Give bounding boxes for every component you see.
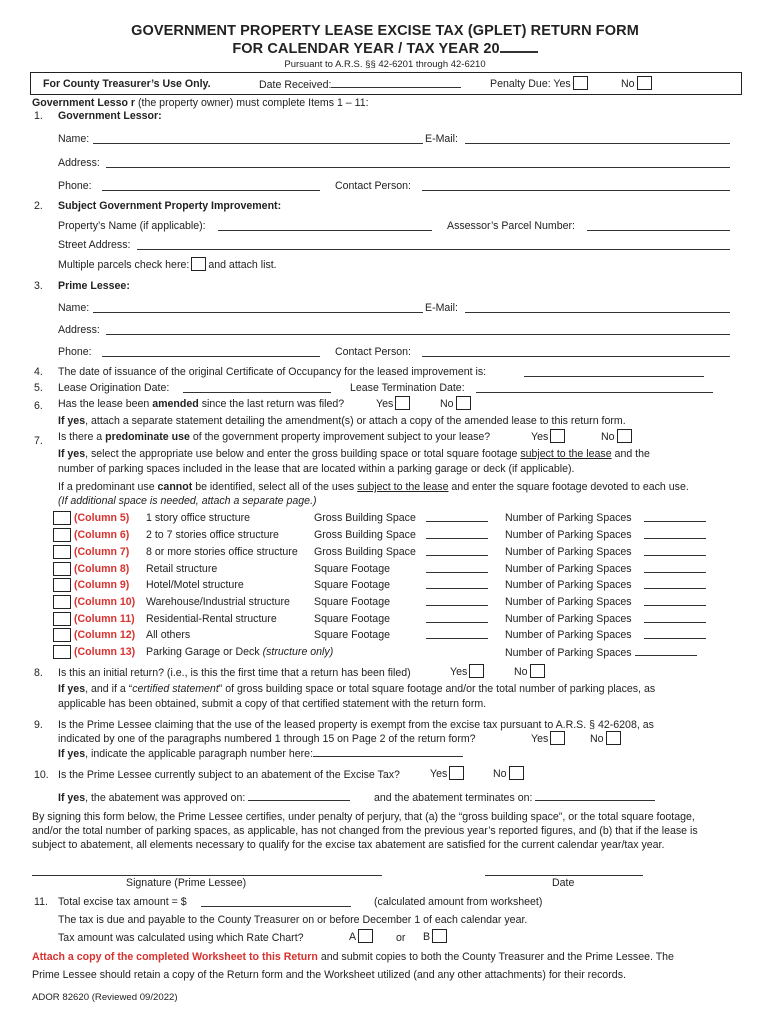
- column-label: (Column 12): [74, 629, 136, 641]
- item10-yes-checkbox[interactable]: [449, 766, 464, 780]
- column-measure-field[interactable]: [426, 629, 488, 639]
- rate-chart-b-label: B: [423, 931, 431, 943]
- item6-ifyes: If yes: [58, 415, 86, 427]
- lessee-contact-label: Contact Person:: [335, 346, 411, 358]
- lessor-phone-label: Phone:: [58, 180, 92, 192]
- property-name-label: Property’s Name (if applicable):: [58, 220, 206, 232]
- column-13-parking-label: Number of Parking Spaces: [505, 647, 632, 659]
- item6-amended: amended: [152, 398, 199, 410]
- column-checkbox[interactable]: [53, 595, 71, 609]
- abatement-approved-field[interactable]: [248, 791, 350, 801]
- column-measure-field[interactable]: [426, 529, 488, 539]
- item7-cannot-post: and enter the square footage devoted to each use.: [448, 481, 689, 493]
- date-received-text: Date Received:: [259, 79, 332, 91]
- column-row: [0, 579, 770, 593]
- column-parking-label: Number of Parking Spaces: [505, 596, 632, 608]
- item6-pre: Has the lease been: [58, 398, 153, 410]
- item7-ifyes: If yes: [58, 448, 86, 460]
- item8-ifyes: If yes: [58, 683, 86, 695]
- certificate-date-field[interactable]: [524, 367, 704, 377]
- column-parking-label: Number of Parking Spaces: [505, 563, 632, 575]
- certification-line1: By signing this form below, the Prime Lessee certifies, under penalty of perjury, that (a) the “gross building space”, or the total square footage,: [32, 811, 695, 823]
- lessee-email-label: E-Mail:: [425, 302, 458, 314]
- lessee-name-field[interactable]: [93, 303, 423, 313]
- column-13-desc-text: Parking Garage or Deck: [146, 646, 263, 658]
- lessor-word: Government Lesso r: [32, 97, 136, 109]
- column-description: 8 or more stories office structure: [146, 546, 298, 558]
- item8-no-group: [514, 664, 547, 678]
- abatement-terminates-field[interactable]: [535, 791, 655, 801]
- column-checkbox[interactable]: [53, 612, 71, 626]
- lessee-contact-field[interactable]: [422, 347, 730, 357]
- item10-yes-label: Yes: [430, 768, 448, 780]
- item2-number: 2.: [34, 200, 43, 212]
- item8-yes-label: Yes: [450, 666, 468, 678]
- column-row: [0, 629, 770, 643]
- property-name-field[interactable]: [218, 221, 432, 231]
- column-measure-label: Square Footage: [314, 613, 390, 625]
- item6-ifyes-rest: , attach a separate statement detailing the amendment(s) or attach a copy of the amended lease to this return form.: [85, 415, 626, 427]
- column-label: (Column 7): [74, 546, 130, 558]
- item7-post: of the government property improvement subject to your lease?: [189, 431, 491, 443]
- item8-line3: applicable has been obtained, submit a copy of that certified statement with the return form.: [58, 698, 487, 710]
- lessor-address-field[interactable]: [106, 158, 730, 168]
- total-tax-note: (calculated amount from worksheet): [374, 896, 543, 908]
- signature-date-label: Date: [552, 877, 575, 889]
- column-description: Residential-Rental structure: [146, 613, 277, 625]
- column-measure-field[interactable]: [426, 596, 488, 606]
- item7-number: 7.: [34, 435, 43, 447]
- lessor-email-label: E-Mail:: [425, 133, 458, 145]
- item8-number: 8.: [34, 667, 43, 679]
- rate-chart-question: Tax amount was calculated using which Rate Chart?: [58, 932, 304, 944]
- column-label: (Column 11): [74, 613, 135, 625]
- column-parking-label: Number of Parking Spaces: [505, 546, 632, 558]
- item7-yes-group: [531, 429, 567, 443]
- penalty-no-group: [621, 76, 654, 90]
- lessee-phone-field[interactable]: [102, 347, 320, 357]
- lessor-address-label: Address:: [58, 157, 100, 169]
- column-checkbox[interactable]: [53, 528, 71, 542]
- parcel-number-field[interactable]: [587, 221, 730, 231]
- item9-ifyes: If yes: [58, 748, 86, 760]
- date-received-label: [259, 78, 461, 91]
- column-13-desc: [146, 646, 333, 658]
- lessor-email-field[interactable]: [465, 134, 730, 144]
- date-received-field[interactable]: [331, 78, 461, 88]
- statute-reference: Pursuant to A.R.S. §§ 42-6201 through 42-6210: [284, 59, 486, 70]
- total-tax-field[interactable]: [201, 897, 351, 907]
- item3-number: 3.: [34, 280, 43, 292]
- item7-ifyes-line1: [58, 448, 650, 460]
- column-13-label: (Column 13): [74, 646, 136, 658]
- column-measure-field[interactable]: [426, 579, 488, 589]
- item9-ifyes-line: [58, 747, 463, 760]
- column-measure-label: Gross Building Space: [314, 529, 416, 541]
- column-description: Hotel/Motel structure: [146, 579, 244, 591]
- lessee-phone-label: Phone:: [58, 346, 92, 358]
- rate-chart-or: or: [396, 932, 406, 944]
- column-measure-field[interactable]: [426, 563, 488, 573]
- column-row: [0, 529, 770, 543]
- item7-yes-label: Yes: [531, 431, 549, 443]
- penalty-no-label: No: [621, 78, 635, 90]
- item8-question: Is this an initial return? (i.e., is this the first time that a return has been filed): [58, 667, 411, 679]
- lessor-phone-field[interactable]: [102, 181, 320, 191]
- column-parking-label: Number of Parking Spaces: [505, 629, 632, 641]
- item6-number: 6.: [34, 400, 43, 412]
- column-checkbox[interactable]: [53, 578, 71, 592]
- item8-ifyes-rest: ” of gross building space or total square footage and/or the total number of parking places, as: [218, 683, 656, 695]
- signature-date-field[interactable]: [485, 866, 643, 876]
- column-description: Retail structure: [146, 563, 218, 575]
- item6-yes-label: Yes: [376, 398, 394, 410]
- item10-approved-label: , the abatement was approved on:: [85, 792, 246, 804]
- column-row: [0, 596, 770, 610]
- rate-chart-a-label: A: [349, 931, 357, 943]
- multiple-parcels-group: [58, 257, 277, 271]
- item6-yes-group: [376, 396, 412, 410]
- form-title-line1: GOVERNMENT PROPERTY LEASE EXCISE TAX (GPLET) RETURN FORM: [131, 23, 639, 39]
- signature-field[interactable]: [32, 866, 382, 876]
- column-13-checkbox[interactable]: [53, 645, 71, 659]
- lease-termination-label: Lease Termination Date:: [350, 382, 465, 394]
- parcel-number-label: Assessor’s Parcel Number:: [447, 220, 575, 232]
- penalty-due-group: [490, 76, 590, 90]
- treasurer-use-label: For County Treasurer’s Use Only.: [43, 78, 211, 90]
- item10-approved-line: [58, 791, 350, 804]
- column-row: [0, 613, 770, 627]
- item7-cannot-pre: If a predominant use: [58, 481, 158, 493]
- item10-terminates-label: and the abatement terminates on:: [374, 792, 533, 804]
- column-checkbox[interactable]: [53, 628, 71, 642]
- rate-chart-b-group: [423, 929, 449, 943]
- item9-ifyes-rest: , indicate the applicable paragraph number here:: [85, 748, 314, 760]
- column-measure-label: Gross Building Space: [314, 512, 416, 524]
- column-row: [0, 512, 770, 526]
- item6-no-group: [440, 396, 473, 410]
- column-13-desc-italic: (structure only): [262, 646, 334, 658]
- item10-number: 10.: [34, 769, 49, 781]
- item10-terminates-line: [374, 791, 655, 804]
- lessor-instructions: [32, 97, 369, 109]
- lessor-contact-label: Contact Person:: [335, 180, 411, 192]
- column-description: All others: [146, 629, 191, 641]
- item1-number: 1.: [34, 110, 43, 122]
- item10-question: Is the Prime Lessee currently subject to an abatement of the Excise Tax?: [58, 769, 400, 781]
- item7-cannot: cannot: [157, 481, 193, 493]
- lease-origination-label: Lease Origination Date:: [58, 382, 170, 394]
- item1-heading: Government Lessor:: [58, 110, 162, 122]
- column-parking-field[interactable]: [644, 512, 706, 522]
- item9-no-checkbox[interactable]: [606, 731, 621, 745]
- lessor-contact-field[interactable]: [422, 181, 730, 191]
- item8-ifyes-mid: , and if a “: [85, 683, 133, 695]
- rate-chart-b-checkbox[interactable]: [432, 929, 447, 943]
- lease-origination-field[interactable]: [183, 383, 331, 393]
- item7-cannot-line: [58, 481, 689, 493]
- column-parking-field[interactable]: [644, 563, 706, 573]
- item9-line1: Is the Prime Lessee claiming that the use of the leased property is exempt from the excise tax pursuant to A.R.S. § 42-6208, as: [58, 719, 654, 731]
- item9-line2: indicated by one of the paragraphs numbered 1 through 15 on Page 2 of the return form?: [58, 733, 476, 745]
- multiple-parcels-note: and attach list.: [208, 259, 277, 271]
- item8-ifyes-line: [58, 683, 655, 695]
- attach-worksheet-red: Attach a copy of the completed Worksheet to this Return: [32, 951, 318, 963]
- item4-question: The date of issuance of the original Certificate of Occupancy for the leased improvement is:: [58, 366, 487, 378]
- item6-no-checkbox[interactable]: [456, 396, 471, 410]
- column-label: (Column 8): [74, 563, 130, 575]
- item6-yes-checkbox[interactable]: [395, 396, 410, 410]
- item8-no-label: No: [514, 666, 528, 678]
- certification-line3: subject to abatement, all elements necessary to qualify for the excise tax abatement are satisfied for the current calendar year/tax year.: [32, 839, 665, 851]
- item6-post: since the last return was filed?: [198, 398, 345, 410]
- item11-number: 11.: [34, 896, 48, 908]
- item9-yes-group: [531, 731, 567, 745]
- item7-cannot-mid: be identified, select all of the uses: [192, 481, 358, 493]
- multiple-parcels-label: Multiple parcels check here:: [58, 259, 190, 271]
- column-description: 1 story office structure: [146, 512, 251, 524]
- rate-chart-a-checkbox[interactable]: [358, 929, 373, 943]
- item9-number: 9.: [34, 719, 43, 731]
- lessee-address-label: Address:: [58, 324, 100, 336]
- item10-yes-group: [430, 766, 466, 780]
- form-title-year-label: FOR CALENDAR YEAR / TAX YEAR 20: [232, 41, 500, 57]
- column-parking-field[interactable]: [644, 613, 706, 623]
- item4-number: 4.: [34, 366, 43, 378]
- retain-copy-line: Prime Lessee should retain a copy of the Return form and the Worksheet utilized (and any other attachments) for their records.: [32, 969, 626, 981]
- item7-ifyes-rest1: , select the appropriate use below and enter the gross building space or total square footage: [85, 448, 521, 460]
- street-address-field[interactable]: [137, 240, 730, 250]
- column-label: (Column 6): [74, 529, 130, 541]
- item9-no-group: [590, 731, 623, 745]
- column-13-parking-field[interactable]: [635, 646, 697, 656]
- column-measure-label: Square Footage: [314, 629, 390, 641]
- column-measure-field[interactable]: [426, 512, 488, 522]
- item7-note: (If additional space is needed, attach a separate page.): [58, 495, 317, 507]
- column-measure-label: Square Footage: [314, 579, 390, 591]
- item6-instructions: [58, 415, 626, 427]
- form-title-line2: [0, 41, 770, 57]
- multiple-parcels-checkbox[interactable]: [191, 257, 206, 271]
- column-checkbox[interactable]: [53, 511, 71, 525]
- lessee-name-label: Name:: [58, 302, 90, 314]
- item10-no-label: No: [493, 768, 507, 780]
- column-parking-label: Number of Parking Spaces: [505, 579, 632, 591]
- form-id: ADOR 82620 (Reviewed 09/2022): [32, 992, 178, 1003]
- item10-no-group: [493, 766, 526, 780]
- column-measure-label: Square Footage: [314, 596, 390, 608]
- column-label: (Column 5): [74, 512, 130, 524]
- column-label: (Column 9): [74, 579, 130, 591]
- lessor-name-field[interactable]: [93, 134, 423, 144]
- rate-chart-a-group: [349, 929, 375, 943]
- item7-pre: Is there a: [58, 431, 106, 443]
- column-checkbox[interactable]: [53, 562, 71, 576]
- signature-label: Signature (Prime Lessee): [126, 877, 247, 889]
- column-parking-label: Number of Parking Spaces: [505, 512, 632, 524]
- item7-question: [58, 431, 490, 443]
- penalty-due-label: Penalty Due: Yes: [490, 78, 571, 90]
- item7-predominate: predominate use: [105, 431, 190, 443]
- column-measure-field[interactable]: [426, 546, 488, 556]
- attach-worksheet-line: [32, 951, 674, 963]
- column-parking-label: Number of Parking Spaces: [505, 613, 632, 625]
- column-parking-field[interactable]: [644, 629, 706, 639]
- paragraph-number-field[interactable]: [313, 747, 463, 757]
- item8-no-checkbox[interactable]: [530, 664, 545, 678]
- column-parking-field[interactable]: [644, 546, 706, 556]
- column-parking-label: Number of Parking Spaces: [505, 529, 632, 541]
- column-parking-field[interactable]: [644, 579, 706, 589]
- lessee-email-field[interactable]: [465, 303, 730, 313]
- item7-no-group: [601, 429, 634, 443]
- penalty-yes-checkbox[interactable]: [573, 76, 588, 90]
- item6-no-label: No: [440, 398, 454, 410]
- column-label: (Column 10): [74, 596, 136, 608]
- item7-cannot-underlined: subject to the lease: [357, 481, 449, 493]
- column-measure-label: Square Footage: [314, 563, 390, 575]
- lessor-name-label: Name:: [58, 133, 90, 145]
- street-address-label: Street Address:: [58, 239, 131, 251]
- lease-termination-field[interactable]: [476, 383, 713, 393]
- attach-worksheet-rest: and submit copies to both the County Treasurer and the Prime Lessee. The: [317, 951, 674, 963]
- item9-yes-checkbox[interactable]: [550, 731, 565, 745]
- column-description: Warehouse/Industrial structure: [146, 596, 290, 608]
- column-row: [0, 546, 770, 560]
- column-row-13: [0, 646, 770, 660]
- lessee-address-field[interactable]: [106, 325, 730, 335]
- column-description: 2 to 7 stories office structure: [146, 529, 279, 541]
- item9-yes-label: Yes: [531, 733, 549, 745]
- column-13-parking: [505, 646, 697, 659]
- column-parking-field[interactable]: [644, 529, 706, 539]
- lessor-instructions-rest: (the property owner) must complete Items 1 – 11:: [135, 97, 369, 109]
- tax-year-field[interactable]: [500, 41, 538, 53]
- due-date-note: The tax is due and payable to the County Treasurer on or before December 1 of each calendar year.: [58, 914, 528, 926]
- item2-heading: Subject Government Property Improvement:: [58, 200, 282, 212]
- penalty-no-checkbox[interactable]: [637, 76, 652, 90]
- total-tax-label: Total excise tax amount = $: [58, 896, 187, 908]
- item7-no-checkbox[interactable]: [617, 429, 632, 443]
- item9-no-label: No: [590, 733, 604, 745]
- item8-yes-group: [450, 664, 486, 678]
- item5-number: 5.: [34, 382, 43, 394]
- column-checkbox[interactable]: [53, 545, 71, 559]
- column-row: [0, 563, 770, 577]
- column-measure-label: Gross Building Space: [314, 546, 416, 558]
- column-parking-field[interactable]: [644, 596, 706, 606]
- item8-certified: certified statement: [132, 683, 219, 695]
- certification-line2: and/or the total number of parking spaces, as applicable, has not changed from the previous year’s reported figures, and (b) that if the lease is: [32, 825, 698, 837]
- item10-no-checkbox[interactable]: [509, 766, 524, 780]
- item7-ifyes-underlined: subject to the lease: [520, 448, 612, 460]
- item7-ifyes-line2: number of parking spaces included in the lease that are located within a parking garage or deck (if applicable).: [58, 463, 575, 475]
- item10-ifyes: If yes: [58, 792, 86, 804]
- item8-yes-checkbox[interactable]: [469, 664, 484, 678]
- item3-heading: Prime Lessee:: [58, 280, 130, 292]
- item7-ifyes-rest2: and the: [611, 448, 650, 460]
- item6-question: [58, 398, 344, 410]
- item7-no-label: No: [601, 431, 615, 443]
- column-measure-field[interactable]: [426, 613, 488, 623]
- item7-yes-checkbox[interactable]: [550, 429, 565, 443]
